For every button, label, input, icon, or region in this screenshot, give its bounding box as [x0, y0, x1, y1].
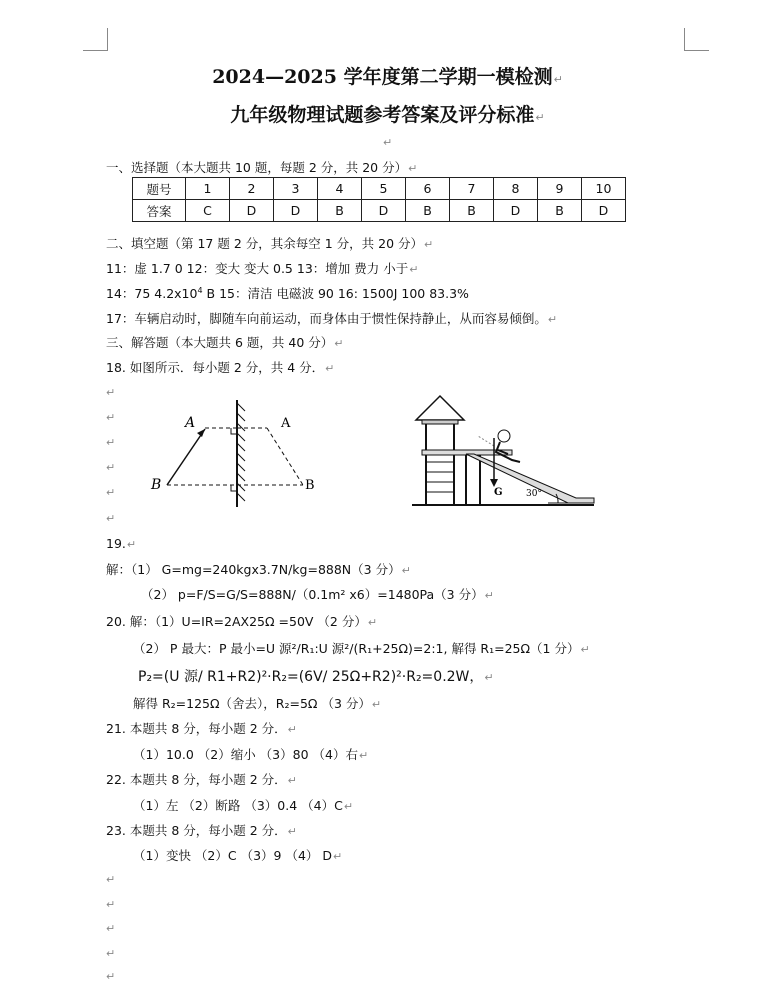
section-choice-heading: 一、选择题（本大题共 10 题，每题 2 分，共 20 分）↵: [106, 160, 418, 175]
question-18: 18. 如图所示．每小题 2 分，共 4 分．↵: [106, 360, 335, 375]
table-cell: D: [494, 200, 538, 222]
document-subtitle: 九年级物理试题参考答案及评分标准↵: [230, 104, 545, 126]
paragraph-mark: ↵: [106, 512, 116, 525]
paragraph-mark: ↵: [106, 411, 116, 424]
answers-11-13: 11：虚 1.7 0 12：变大 变大 0.5 13：增加 费力 小于↵: [106, 261, 419, 276]
label-b-object: B: [151, 477, 162, 493]
table-cell: D: [362, 200, 406, 222]
answer-table: [132, 177, 626, 222]
table-cell: 1: [186, 178, 230, 200]
table-cell: C: [186, 200, 230, 222]
slide-diagram: [408, 390, 598, 510]
table-cell: 5: [362, 178, 406, 200]
table-cell: B: [450, 200, 494, 222]
question-21-heading: 21. 本题共 8 分，每小题 2 分．↵: [106, 721, 297, 736]
paragraph-mark: ↵: [106, 386, 116, 399]
label-a-image: A: [281, 416, 291, 431]
table-cell: 9: [538, 178, 582, 200]
table-cell: 6: [406, 178, 450, 200]
table-cell: 10: [582, 178, 626, 200]
paragraph-mark: ↵: [106, 898, 116, 911]
label-angle: 30°: [526, 489, 542, 499]
question-20-formula: P₂=(U 源/ R1+R2)²·R₂=(6V/ 25Ω+R2)²·R₂=0.2W，↵: [138, 669, 494, 685]
question-22-answers: （1）左 （2）断路 （3）0.4 （4）C↵: [133, 798, 354, 813]
paragraph-mark: ↵: [106, 873, 116, 886]
crop-mark-top-left: [83, 28, 108, 51]
paragraph-mark: ↵: [106, 486, 116, 499]
answer-17: 17：车辆启动时，脚随车向前运动，而身体由于惯性保持静止，从而容易倾倒。↵: [106, 311, 558, 326]
question-23-answers: （1）变快 （2）C （3）9 （4） D↵: [133, 848, 343, 863]
table-row: [133, 200, 626, 222]
table-cell: 8: [494, 178, 538, 200]
document-title: 2024—2025 学年度第二学期一模检测↵: [212, 66, 563, 88]
table-cell: 2: [230, 178, 274, 200]
table-header-label: 题号: [133, 178, 186, 200]
question-21-answers: （1）10.0 （2）缩小 （3）80 （4）右↵: [133, 747, 369, 762]
label-a-object: A: [185, 415, 196, 431]
table-cell: 4: [318, 178, 362, 200]
section-solve-heading: 三、解答题（本大题共 6 题，共 40 分）↵: [106, 335, 344, 350]
question-22-heading: 22. 本题共 8 分，每小题 2 分．↵: [106, 772, 297, 787]
crop-mark-top-right: [684, 28, 709, 51]
table-cell: 7: [450, 178, 494, 200]
paragraph-mark: ↵: [106, 922, 116, 935]
label-b-image: B: [305, 478, 315, 493]
question-20-part1: 20. 解：（1）U=IR=2AX25Ω =50V （2 分）↵: [106, 614, 378, 629]
table-cell: B: [318, 200, 362, 222]
question-20-part2: （2） P 最大：P 最小=U 源²/R₁:U 源²/(R₁+25Ω)=2:1, 解得 R₁=25Ω（1 分）↵: [133, 641, 590, 656]
table-cell: D: [230, 200, 274, 222]
paragraph-mark: ↵: [106, 436, 116, 449]
question-23-heading: 23. 本题共 8 分，每小题 2 分．↵: [106, 823, 297, 838]
paragraph-mark: ↵: [106, 947, 116, 960]
table-cell: D: [274, 200, 318, 222]
table-answer-label: 答案: [133, 200, 186, 222]
table-cell: B: [538, 200, 582, 222]
question-19-part1: 解：（1） G=mg=240kgx3.7N/kg=888N（3 分）↵: [106, 562, 411, 577]
table-cell: D: [582, 200, 626, 222]
table-row: [133, 178, 626, 200]
question-19-part2: （2） p=F/S=G/S=888N/（0.1m² x6）=1480Pa（3 分）↵: [141, 587, 494, 602]
table-cell: B: [406, 200, 450, 222]
paragraph-mark: ↵: [106, 461, 116, 474]
section-fill-heading: 二、填空题（第 17 题 2 分，其余每空 1 分，共 20 分）↵: [106, 236, 434, 251]
paragraph-mark: ↵: [383, 136, 393, 149]
mirror-diagram: [145, 395, 325, 515]
table-cell: 3: [274, 178, 318, 200]
answers-14-16: 14：75 $4.2x10^4$ B 15：清洁 电磁波 90 16: 1500J 100 83.3%: [106, 285, 469, 301]
question-19-number: 19.↵: [106, 536, 137, 551]
paragraph-mark: ↵: [106, 970, 116, 983]
label-gravity: G: [494, 487, 503, 498]
question-20-result: 解得 R₂=125Ω（舍去），R₂=5Ω （3 分）↵: [133, 696, 382, 711]
